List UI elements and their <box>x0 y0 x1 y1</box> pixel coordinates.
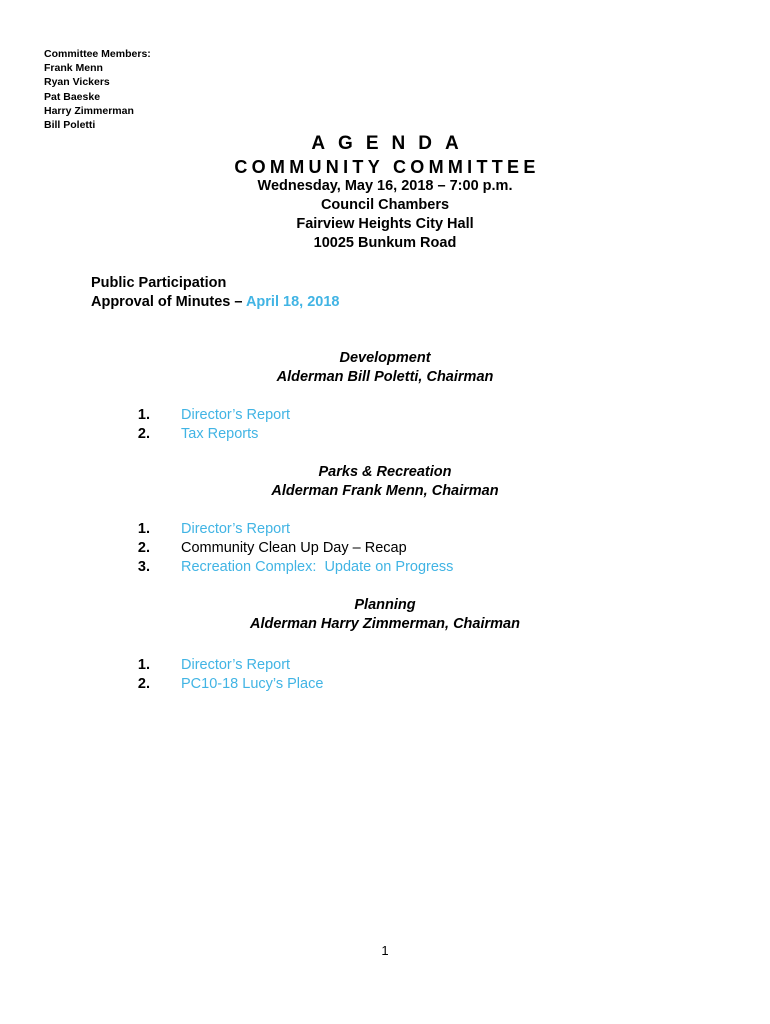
section-title: Development <box>339 350 431 366</box>
item-number: 1. <box>137 407 150 423</box>
member-name: Bill Poletti <box>44 119 96 132</box>
item-number: 1. <box>137 657 150 673</box>
item-link[interactable]: Director’s Report <box>181 657 291 673</box>
item-number: 2. <box>137 676 150 692</box>
member-name: Pat Baeske <box>44 90 101 103</box>
section-development-header <box>0 349 770 387</box>
item-link[interactable]: Director’s Report <box>181 521 291 537</box>
member-name: Harry Zimmerman <box>44 104 134 117</box>
item-link[interactable]: Director’s Report <box>181 407 291 423</box>
agenda-title: AGENDA <box>311 133 472 154</box>
item-number: 3. <box>137 559 150 575</box>
committee-name: COMMUNITY COMMITTEE <box>234 157 540 177</box>
section-chair: Alderman Harry Zimmerman, Chairman <box>250 616 520 632</box>
item-link[interactable]: Recreation Complex: Update on Progress <box>181 559 454 575</box>
item-number: 2. <box>137 540 150 556</box>
section-parks-header <box>0 463 770 501</box>
public-section <box>91 274 339 312</box>
committee-members <box>44 47 151 132</box>
member-name: Frank Menn <box>44 62 103 75</box>
page-number: 1 <box>381 943 389 958</box>
meeting-info <box>0 177 770 253</box>
section-planning-header <box>0 596 770 634</box>
section-chair: Alderman Bill Poletti, Chairman <box>276 369 494 385</box>
item-text: Community Clean Up Day – Recap <box>181 540 407 556</box>
section-title: Planning <box>354 597 416 613</box>
minutes-link[interactable]: April 18, 2018 <box>245 294 340 310</box>
item-link[interactable]: Tax Reports <box>181 426 259 442</box>
item-number: 2. <box>137 426 150 442</box>
meeting-building: Fairview Heights City Hall <box>296 216 474 232</box>
approval-of-minutes <box>91 293 339 312</box>
meeting-address: 10025 Bunkum Road <box>313 235 457 251</box>
meeting-location: Council Chambers <box>320 197 450 213</box>
section-title: Parks & Recreation <box>318 464 452 480</box>
item-link[interactable]: PC10-18 Lucy’s Place <box>181 676 324 692</box>
section-chair: Alderman Frank Menn, Chairman <box>271 483 499 499</box>
meeting-date-time: Wednesday, May 16, 2018 – 7:00 p.m. <box>257 178 513 194</box>
committee-members-heading: Committee Members: <box>44 48 151 60</box>
approval-label: Approval of Minutes – <box>91 294 246 310</box>
item-number: 1. <box>137 521 150 537</box>
member-name: Ryan Vickers <box>44 76 110 89</box>
public-participation: Public Participation <box>91 275 227 291</box>
